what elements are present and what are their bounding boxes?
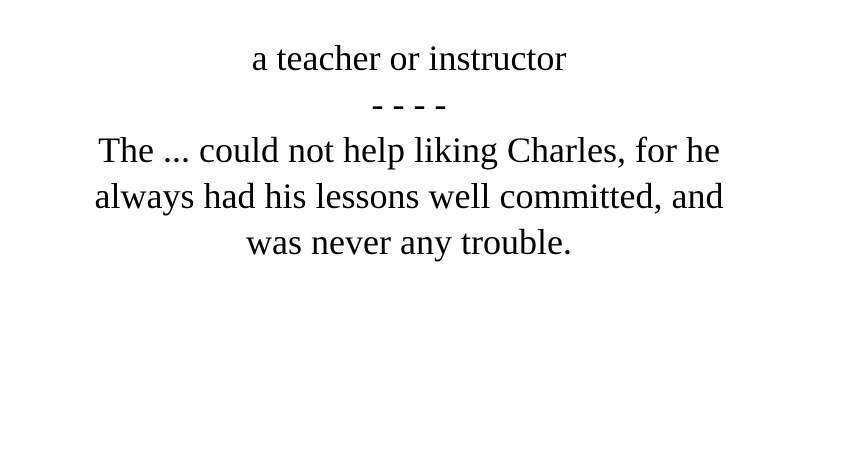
definition-text: a teacher or instructor	[251, 38, 567, 78]
separator-text: - - - -	[371, 84, 447, 124]
example-sentence	[0, 127, 818, 265]
example-line-2: always had his lessons well committed, and	[94, 176, 724, 216]
example-line-3: was never any trouble.	[246, 222, 572, 262]
example-line-1: The ... could not help liking Charles, for he	[98, 130, 720, 170]
